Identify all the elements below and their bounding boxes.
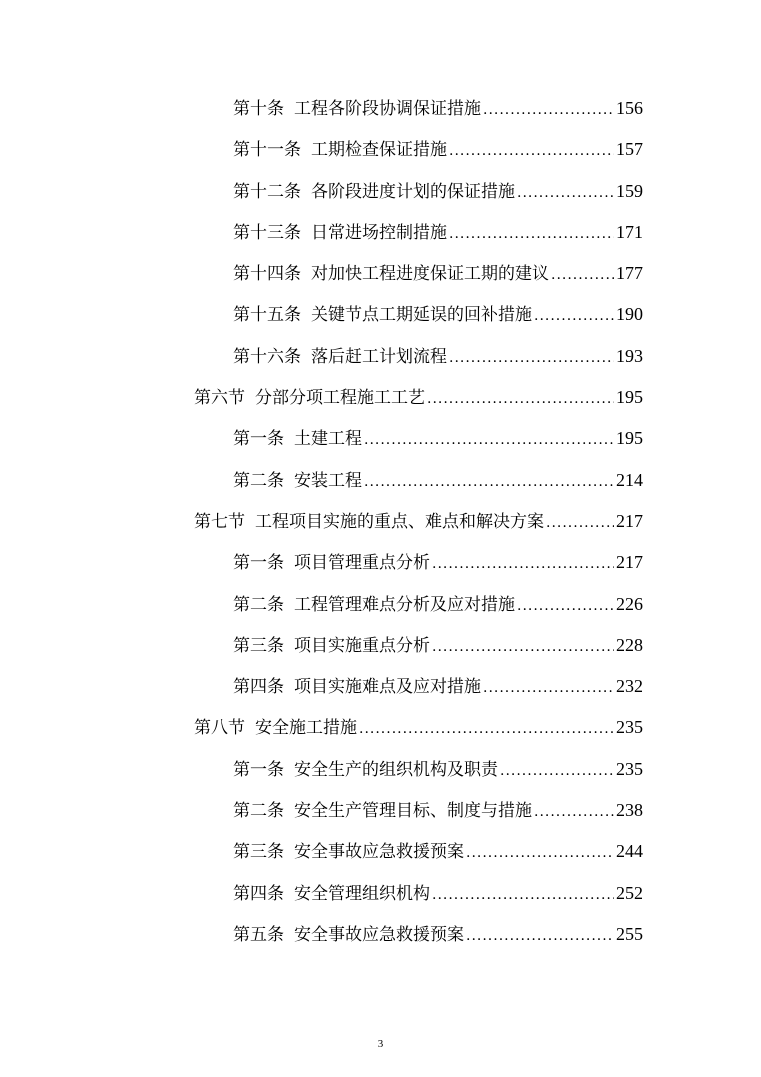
toc-leader-dots [364, 462, 614, 503]
toc-entry[interactable] [0, 171, 761, 212]
toc-entry-number: 第二条 [233, 801, 284, 822]
toc-entry-page: 232 [616, 676, 643, 697]
toc-entry-title: 土建工程 [294, 429, 362, 450]
toc-leader-dots [466, 916, 614, 957]
toc-entry-title: 项目实施重点分析 [294, 635, 430, 656]
toc-entry-number: 第一条 [233, 759, 284, 780]
toc-entry[interactable] [0, 873, 761, 914]
toc-entry[interactable] [0, 88, 761, 129]
toc-entry-page: 255 [616, 923, 643, 944]
toc-leader-dots [449, 214, 614, 255]
toc-entry-number: 第十四条 [233, 264, 301, 285]
toc-entry[interactable] [0, 749, 761, 790]
toc-entry-page: 217 [616, 552, 643, 573]
toc-entry-number: 第二条 [233, 470, 284, 491]
toc-entry-title: 工程各阶段协调保证措施 [294, 99, 481, 119]
toc-entry[interactable] [0, 418, 761, 459]
toc-entry-page: 235 [616, 717, 643, 738]
toc-leader-dots [500, 751, 614, 792]
toc-entry-number: 第八节 [194, 718, 245, 739]
toc-section-entry[interactable] [0, 707, 761, 748]
toc-entry-number: 第十六条 [233, 346, 301, 367]
toc-entry-title: 安装工程 [294, 470, 362, 491]
toc-entry-number: 第五条 [233, 924, 284, 945]
toc-entry-number: 第一条 [233, 553, 284, 574]
toc-entry-number: 第七节 [194, 511, 245, 532]
toc-entry-page: 195 [616, 387, 643, 408]
toc-entry-title: 安全生产的组织机构及职责 [294, 759, 498, 780]
toc-entry[interactable] [0, 336, 761, 377]
toc-entry-page: 190 [616, 304, 643, 325]
toc-entry-title: 安全施工措施 [255, 718, 357, 739]
toc-entry[interactable] [0, 584, 761, 625]
toc-entry-page: 171 [616, 221, 643, 242]
toc-entry-title: 日常进场控制措施 [311, 222, 447, 243]
toc-entry[interactable] [0, 253, 761, 294]
toc-leader-dots [483, 668, 614, 709]
toc-entry-number: 第十条 [233, 99, 284, 119]
toc-entry-number: 第一条 [233, 429, 284, 450]
toc-entry[interactable] [0, 831, 761, 872]
toc-entry-page: 238 [616, 800, 643, 821]
toc-leader-dots [449, 131, 614, 172]
toc-leader-dots [449, 338, 614, 379]
toc-entry-page: 159 [616, 180, 643, 201]
toc-section-entry[interactable] [0, 501, 761, 542]
toc-entry-page: 228 [616, 634, 643, 655]
toc-entry-page: 244 [616, 841, 643, 862]
toc-entry-title: 工期检查保证措施 [311, 140, 447, 161]
toc-leader-dots [432, 627, 614, 668]
toc-entry[interactable] [0, 625, 761, 666]
toc-entry-page: 214 [616, 469, 643, 490]
toc-entry-page: 235 [616, 758, 643, 779]
toc-entry[interactable] [0, 542, 761, 583]
toc-entry-title: 安全管理组织机构 [294, 883, 430, 904]
toc-entry[interactable] [0, 914, 761, 955]
toc-leader-dots [359, 709, 614, 750]
toc-leader-dots [534, 296, 614, 337]
toc-entry-title: 安全事故应急救援预案 [294, 842, 464, 863]
table-of-contents [0, 88, 761, 955]
toc-entry-number: 第四条 [233, 883, 284, 904]
toc-entry-page: 193 [616, 345, 643, 366]
toc-entry-number: 第六节 [194, 388, 245, 409]
toc-entry-title: 对加快工程进度保证工期的建议 [311, 264, 549, 285]
toc-entry-number: 第二条 [233, 594, 284, 615]
toc-entry-title: 工程管理难点分析及应对措施 [294, 594, 515, 615]
toc-leader-dots [483, 90, 614, 131]
toc-entry-title: 落后赶工计划流程 [311, 346, 447, 367]
toc-entry-page: 252 [616, 882, 643, 903]
toc-section-entry[interactable] [0, 377, 761, 418]
toc-entry[interactable] [0, 129, 761, 170]
toc-entry-page: 157 [616, 139, 643, 160]
toc-leader-dots [534, 792, 614, 833]
toc-entry-title: 安全生产管理目标、制度与措施 [294, 801, 532, 822]
toc-entry[interactable] [0, 790, 761, 831]
page-number: 3 [377, 1038, 384, 1050]
toc-entry-page: 195 [616, 428, 643, 449]
toc-entry-page: 217 [616, 510, 643, 531]
toc-entry[interactable] [0, 666, 761, 707]
toc-entry-title: 分部分项工程施工工艺 [255, 388, 425, 409]
toc-entry-number: 第十二条 [233, 181, 301, 202]
toc-entry-title: 工程项目实施的重点、难点和解决方案 [255, 511, 544, 532]
toc-leader-dots [432, 875, 614, 916]
toc-entry-number: 第三条 [233, 635, 284, 656]
toc-leader-dots [546, 503, 614, 544]
toc-leader-dots [427, 379, 614, 420]
toc-leader-dots [517, 586, 614, 627]
toc-entry-number: 第十五条 [233, 305, 301, 326]
toc-leader-dots [364, 420, 614, 461]
toc-entry-page: 177 [616, 263, 643, 284]
toc-entry-number: 第三条 [233, 842, 284, 863]
toc-entry-number: 第十一条 [233, 140, 301, 161]
toc-entry-title: 各阶段进度计划的保证措施 [311, 181, 515, 202]
toc-entry-title: 安全事故应急救援预案 [294, 924, 464, 945]
toc-entry[interactable] [0, 460, 761, 501]
toc-leader-dots [517, 173, 614, 214]
toc-leader-dots [466, 833, 614, 874]
toc-entry-title: 项目管理重点分析 [294, 553, 430, 574]
toc-entry-page: 226 [616, 593, 643, 614]
toc-entry[interactable] [0, 294, 761, 335]
toc-entry-number: 第十三条 [233, 222, 301, 243]
toc-leader-dots [432, 544, 614, 585]
toc-entry-number: 第四条 [233, 677, 284, 698]
toc-entry-page: 156 [616, 98, 643, 118]
toc-entry[interactable] [0, 212, 761, 253]
toc-entry-title: 项目实施难点及应对措施 [294, 677, 481, 698]
toc-leader-dots [551, 255, 614, 296]
toc-entry-title: 关键节点工期延误的回补措施 [311, 305, 532, 326]
